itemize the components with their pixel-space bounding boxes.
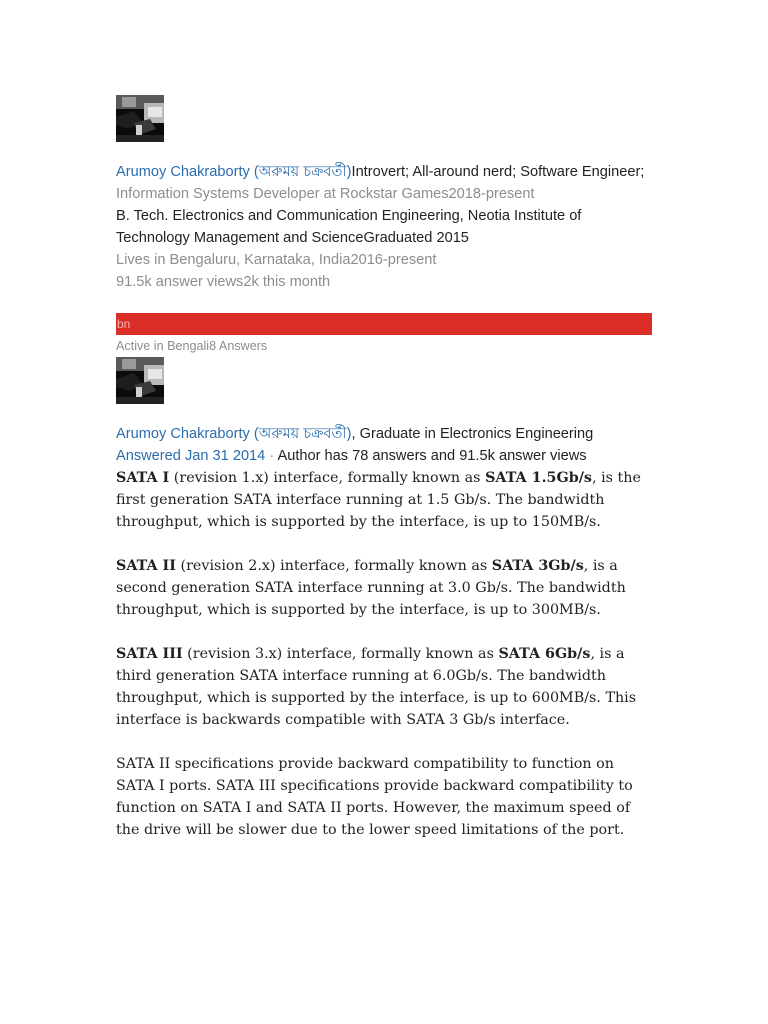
profile-and-answer [116,95,652,863]
work-credential: Information Systems Developer at Rockstar Games2018-present [116,186,535,202]
paragraph-bold-term: SATA II [116,558,176,574]
active-in-language[interactable]: Active in Bengali8 Answers [116,339,268,353]
author-stats: Author has 78 answers and 91.5k answer views [277,448,587,464]
author-avatar[interactable] [116,95,164,142]
language-banner [116,313,652,335]
paragraph-bold-term: SATA I [116,470,170,486]
answer-author-credential: , Graduate in Electronics Engineering [351,426,594,442]
answer-paragraph [116,643,652,731]
author-tagline: Introvert; All-around nerd; Software Engineer; [351,164,645,180]
author-name-link[interactable]: Arumoy Chakraborty (অরুময় চক্রবর্তী) [116,164,352,180]
views-credential: 91.5k answer views2k this month [116,274,331,290]
paragraph-bold-term: SATA 3Gb/s [491,558,584,574]
paragraph-text: , is a second generation SATA interface running at 3.0 Gb/s. The bandwidth throughput, which is supported by the interface, is up to 300MB/s. [116,558,626,618]
answer-meta-row [116,445,652,467]
education-credential: B. Tech. Electronics and Communication Engineering, Neotia Institute of Technology Management and ScienceGraduated 2015 [116,208,582,246]
paragraph-text: (revision 3.x) interface, formally known as [182,646,499,662]
paragraph-bold-term: SATA 6Gb/s [498,646,591,662]
answer-body [116,467,652,841]
meta-separator: · [265,448,278,464]
answer-paragraph [116,555,652,621]
answer-closing-paragraph: SATA II specifications provide backward compatibility to function on SATA I ports. SATA III specifications provide backward compatibility to function on SATA I and SATA II ports. However, the maximum speed of the drive will be slower due to the lower speed limitations of the port. [116,756,633,838]
answer-author-link[interactable]: Arumoy Chakraborty (অরুময় চক্রবর্তী) [116,426,352,442]
avatar-photo-icon [116,357,164,404]
paragraph-text: (revision 1.x) interface, formally known as [169,470,486,486]
paragraph-bold-term: SATA 1.5Gb/s [485,470,592,486]
profile-details [116,161,652,293]
language-code: bn [117,317,131,331]
answer-author-row [116,423,652,445]
answer-author-avatar[interactable] [116,357,164,404]
avatar-photo-icon [116,95,164,142]
answer-header [116,423,652,467]
paragraph-text: (revision 2.x) interface, formally known as [175,558,492,574]
answer-paragraph [116,467,652,533]
paragraph-text: , is the first generation SATA interface running at 1.5 Gb/s. The bandwidth throughput, which is supported by the interface, is up to 150MB/s. [116,470,641,530]
profile-name-row [116,161,652,183]
answered-date-link[interactable]: Answered Jan 31 2014 [116,448,266,464]
paragraph-text: , is a third generation SATA interface running at 6.0Gb/s. The bandwidth throughput, which is supported by the interface, is up to 600MB/s. This interface is backwards compatible with SATA 3 Gb/s interface. [116,646,637,728]
paragraph-bold-term: SATA III [116,646,183,662]
location-credential: Lives in Bengaluru, Karnataka, India2016-present [116,252,437,268]
